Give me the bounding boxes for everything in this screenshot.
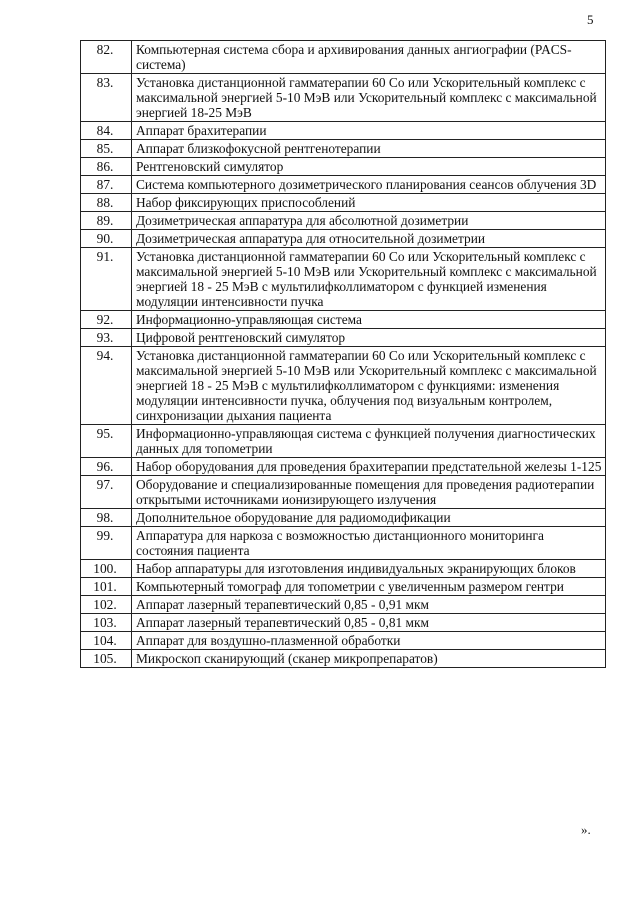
item-description: Рентгеновский симулятор xyxy=(132,158,606,176)
item-number: 85. xyxy=(81,140,132,158)
table-row xyxy=(81,527,606,560)
item-description: Дополнительное оборудование для радиомодификации xyxy=(132,509,606,527)
item-description: Аппарат для воздушно-плазменной обработки xyxy=(132,632,606,650)
item-description: Аппарат брахитерапии xyxy=(132,122,606,140)
item-number: 96. xyxy=(81,458,132,476)
table-row xyxy=(81,425,606,458)
item-description: Аппарат лазерный терапевтический 0,85 - 0,91 мкм xyxy=(132,596,606,614)
table-row xyxy=(81,311,606,329)
item-description: Цифровой рентгеновский симулятор xyxy=(132,329,606,347)
item-description: Информационно-управляющая система с функцией получения диагностических данных для топометрии xyxy=(132,425,606,458)
table-row xyxy=(81,194,606,212)
page-number: 5 xyxy=(587,12,594,27)
closing-quote-mark: ». xyxy=(581,822,591,837)
table-row xyxy=(81,329,606,347)
table-row xyxy=(81,158,606,176)
table-row xyxy=(81,509,606,527)
item-description: Набор аппаратуры для изготовления индивидуальных экранирующих блоков xyxy=(132,560,606,578)
item-number: 105. xyxy=(81,650,132,668)
item-number: 104. xyxy=(81,632,132,650)
table-row xyxy=(81,41,606,74)
item-description: Установка дистанционной гамматерапии 60 Со или Ускорительный комплекс с максимальной энергией 5-10 МэВ или Ускорительный комплекс с максимальной энергией 18-25 МэВ xyxy=(132,74,606,122)
table-row xyxy=(81,347,606,425)
table-row xyxy=(81,596,606,614)
item-description: Установка дистанционной гамматерапии 60 Со или Ускорительный комплекс с максимальной энергией 5-10 МэВ или Ускорительный комплекс с максимальной энергией 18 - 25 МэВ с мультилифколлиматором с функцией изменения модуляции интенсивности пучка xyxy=(132,248,606,311)
item-number: 100. xyxy=(81,560,132,578)
table-row xyxy=(81,560,606,578)
item-number: 92. xyxy=(81,311,132,329)
equipment-table xyxy=(80,40,606,668)
item-number: 84. xyxy=(81,122,132,140)
item-description: Аппаратура для наркоза с возможностью дистанционного мониторинга состояния пациента xyxy=(132,527,606,560)
item-description: Оборудование и специализированные помещения для проведения радиотерапии открытыми источниками ионизирующего излучения xyxy=(132,476,606,509)
item-number: 83. xyxy=(81,74,132,122)
item-number: 95. xyxy=(81,425,132,458)
table-row xyxy=(81,176,606,194)
table-row xyxy=(81,476,606,509)
item-number: 99. xyxy=(81,527,132,560)
item-number: 101. xyxy=(81,578,132,596)
item-description: Набор фиксирующих приспособлений xyxy=(132,194,606,212)
item-number: 86. xyxy=(81,158,132,176)
item-number: 88. xyxy=(81,194,132,212)
table-row xyxy=(81,248,606,311)
item-number: 97. xyxy=(81,476,132,509)
item-description: Установка дистанционной гамматерапии 60 Со или Ускорительный комплекс с максимальной энергией 5-10 МэВ или Ускорительный комплекс с максимальной энергией 18 - 25 МэВ с мультилифколлиматором с функциями: изменения модуляции интенсивности пучка, облучения под визуальным контролем, синхронизации дыхания пациента xyxy=(132,347,606,425)
item-number: 94. xyxy=(81,347,132,425)
table-row xyxy=(81,122,606,140)
item-description: Компьютерная система сбора и архивирования данных ангиографии (PACS-система) xyxy=(132,41,606,74)
table-row xyxy=(81,614,606,632)
table-row xyxy=(81,212,606,230)
table-row xyxy=(81,632,606,650)
item-description: Набор оборудования для проведения брахитерапии предстательной железы 1-125 xyxy=(132,458,606,476)
item-number: 93. xyxy=(81,329,132,347)
item-number: 98. xyxy=(81,509,132,527)
item-number: 91. xyxy=(81,248,132,311)
table-row xyxy=(81,74,606,122)
item-number: 82. xyxy=(81,41,132,74)
item-description: Аппарат близкофокусной рентгенотерапии xyxy=(132,140,606,158)
item-number: 90. xyxy=(81,230,132,248)
table-row xyxy=(81,230,606,248)
table-row xyxy=(81,458,606,476)
table-row xyxy=(81,650,606,668)
item-number: 103. xyxy=(81,614,132,632)
item-description: Аппарат лазерный терапевтический 0,85 - 0,81 мкм xyxy=(132,614,606,632)
item-description: Система компьютерного дозиметрического планирования сеансов облучения 3D xyxy=(132,176,606,194)
table-row xyxy=(81,140,606,158)
item-description: Дозиметрическая аппаратура для относительной дозиметрии xyxy=(132,230,606,248)
item-number: 102. xyxy=(81,596,132,614)
item-number: 87. xyxy=(81,176,132,194)
item-number: 89. xyxy=(81,212,132,230)
equipment-table-body xyxy=(81,41,606,668)
item-description: Компьютерный томограф для топометрии с увеличенным размером гентри xyxy=(132,578,606,596)
item-description: Микроскоп сканирующий (сканер микропрепаратов) xyxy=(132,650,606,668)
item-description: Информационно-управляющая система xyxy=(132,311,606,329)
table-row xyxy=(81,578,606,596)
item-description: Дозиметрическая аппаратура для абсолютной дозиметрии xyxy=(132,212,606,230)
